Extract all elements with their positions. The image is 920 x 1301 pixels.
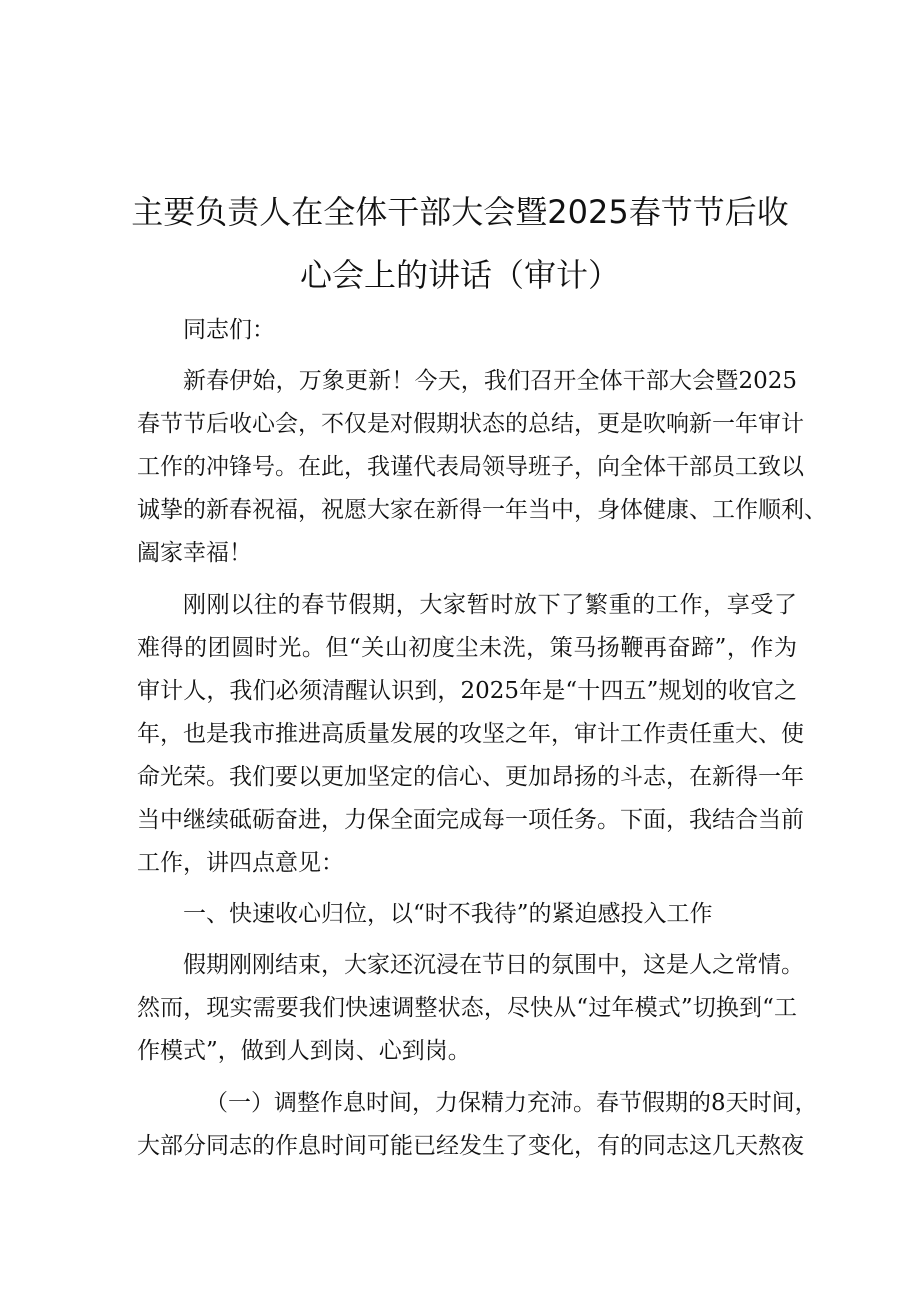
- salutation: 同志们：: [183, 317, 275, 343]
- paragraph-4-line-2: 大部分同志的作息时间可能已经发生了变化，有的同志这几天熬夜: [137, 1133, 804, 1159]
- paragraph-2-line-1: 刚刚以往的春节假期，大家暂时放下了繁重的工作，享受了: [183, 592, 797, 618]
- paragraph-1-line-4: 诚挚的新春祝福，祝愿大家在新得一年当中，身体健康、工作顺利、: [137, 497, 827, 523]
- paragraph-2-line-3: 审计人，我们必须清醒认识到，2025年是“十四五”规划的收官之: [137, 678, 797, 704]
- document-title-line-2: 心会上的讲话（审计）: [299, 256, 620, 294]
- paragraph-2-line-6: 当中继续砥砺奋进，力保全面完成每一项任务。下面，我结合当前: [137, 807, 804, 833]
- paragraph-1-line-5: 阖家幸福！: [137, 540, 252, 566]
- paragraph-2-line-5: 命光荣。我们要以更加坚定的信心、更加昂扬的斗志，在新得一年: [137, 764, 804, 790]
- paragraph-1-line-3: 工作的冲锋号。在此，我谨代表局领导班子，向全体干部员工致以: [137, 454, 804, 480]
- paragraph-2-line-4: 年，也是我市推进高质量发展的攻坚之年，审计工作责任重大、使: [137, 721, 804, 747]
- document-title-line-1: 主要负责人在全体干部大会暨2025春节节后收: [131, 193, 789, 231]
- paragraph-1-line-2: 春节节后收心会，不仅是对假期状态的总结，更是吹响新一年审计: [137, 411, 804, 437]
- paragraph-3-line-2: 然而，现实需要我们快速调整状态，尽快从“过年模式”切换到“工: [137, 995, 797, 1021]
- paragraph-1-line-1: 新春伊始，万象更新！今天，我们召开全体干部大会暨2025: [183, 368, 797, 394]
- paragraph-3-line-1: 假期刚刚结束，大家还沉浸在节日的氛围中，这是人之常情。: [183, 952, 804, 978]
- paragraph-4-line-1: （一）调整作息时间，力保精力充沛。春节假期的8天时间，: [205, 1090, 818, 1116]
- paragraph-3-line-3: 作模式”，做到人到岗、心到岗。: [137, 1038, 471, 1064]
- paragraph-2-line-7: 工作，讲四点意见：: [137, 850, 344, 876]
- paragraph-2-line-2: 难得的团圆时光。但“关山初度尘未洗，策马扬鞭再奋蹄”，作为: [137, 635, 797, 661]
- section-heading-1: 一、快速收心归位，以“时不我待”的紧迫感投入工作: [183, 901, 713, 927]
